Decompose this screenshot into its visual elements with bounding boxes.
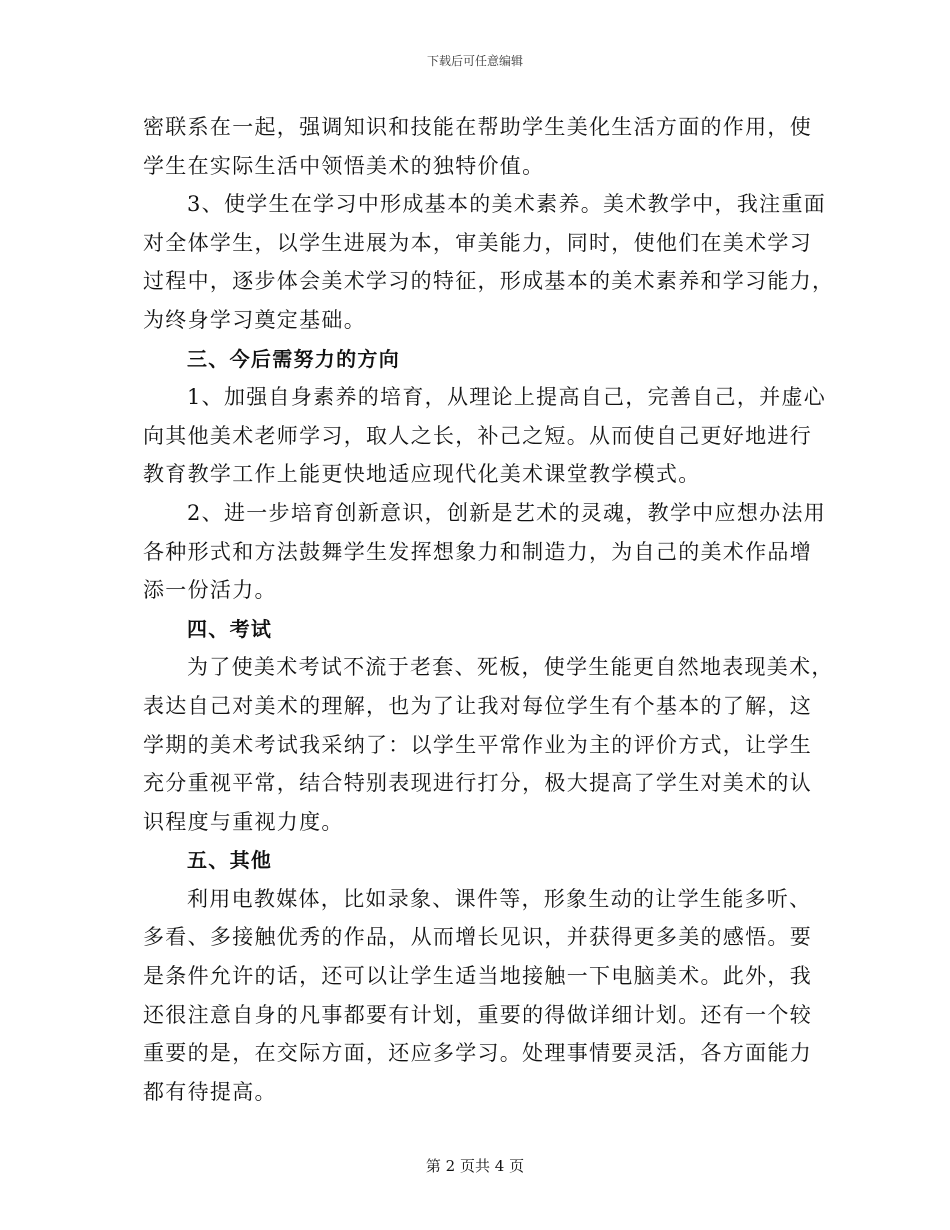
text-line: 表达自己对美术的理解，也为了让我对每位学生有个基本的了解，这 <box>143 693 812 718</box>
text-line: 过程中，逐步体会美术学习的特征，形成基本的美术素养和学习能力， <box>143 269 835 294</box>
text-line: 教育教学工作上能更快地适应现代化美术课堂教学模式。 <box>143 462 701 487</box>
text-line: 对全体学生，以学生进展为本，审美能力，同时，使他们在美术学习 <box>143 230 812 255</box>
paragraph-start: 2、进一步培育创新意识，创新是艺术的灵魂，教学中应想办法用 <box>187 500 827 525</box>
document-body <box>143 110 835 1110</box>
text-line: 学期的美术考试我采纳了：以学生平常作业为主的评价方式，让学生 <box>143 732 812 757</box>
text-line: 是条件允许的话，还可以让学生适当地接触一下电脑美术。此外，我 <box>143 964 812 989</box>
section-heading: 三、今后需努力的方向 <box>187 346 400 371</box>
text-line: 重要的是，在交际方面，还应多学习。处理事情要灵活，各方面能力 <box>143 1041 812 1066</box>
text-line: 为终身学习奠定基础。 <box>143 307 366 332</box>
paragraph-start: 3、使学生在学习中形成基本的美术素养。美术教学中，我注重面 <box>187 192 827 217</box>
text-line: 都有待提高。 <box>143 1079 277 1104</box>
text-line: 密联系在一起，强调知识和技能在帮助学生美化生活方面的作用，使 <box>143 115 812 139</box>
section-heading: 四、考试 <box>187 616 273 641</box>
page-header: 下载后可任意编辑 <box>426 54 523 68</box>
text-line: 向其他美术老师学习，取人之长，补己之短。从而使自己更好地进行 <box>143 423 812 448</box>
text-line: 还很注意自身的凡事都要有计划，重要的得做详细计划。还有一个较 <box>143 1002 812 1027</box>
text-line: 各种形式和方法鼓舞学生发挥想象力和制造力，为自己的美术作品增 <box>143 539 812 564</box>
section-heading: 五、其他 <box>187 848 273 873</box>
text-line: 多看、多接触优秀的作品，从而增长见识，并获得更多美的感悟。要 <box>143 925 812 950</box>
paragraph-start: 为了使美术考试不流于老套、死板，使学生能更自然地表现美术， <box>187 655 834 680</box>
page-footer: 第 2 页共 4 页 <box>425 1157 525 1175</box>
text-line: 充分重视平常，结合特别表现进行打分，极大提高了学生对美术的认 <box>143 771 812 796</box>
paragraph-start: 利用电教媒体，比如录象、课件等，形象生动的让学生能多听、 <box>187 886 812 911</box>
paragraph-start: 1、加强自身素养的培育，从理论上提高自己，完善自己，并虚心 <box>187 385 827 410</box>
text-line: 识程度与重视力度。 <box>143 809 344 834</box>
text-line: 添一份活力。 <box>143 578 277 603</box>
text-line: 学生在实际生活中领悟美术的独特价值。 <box>143 153 545 178</box>
